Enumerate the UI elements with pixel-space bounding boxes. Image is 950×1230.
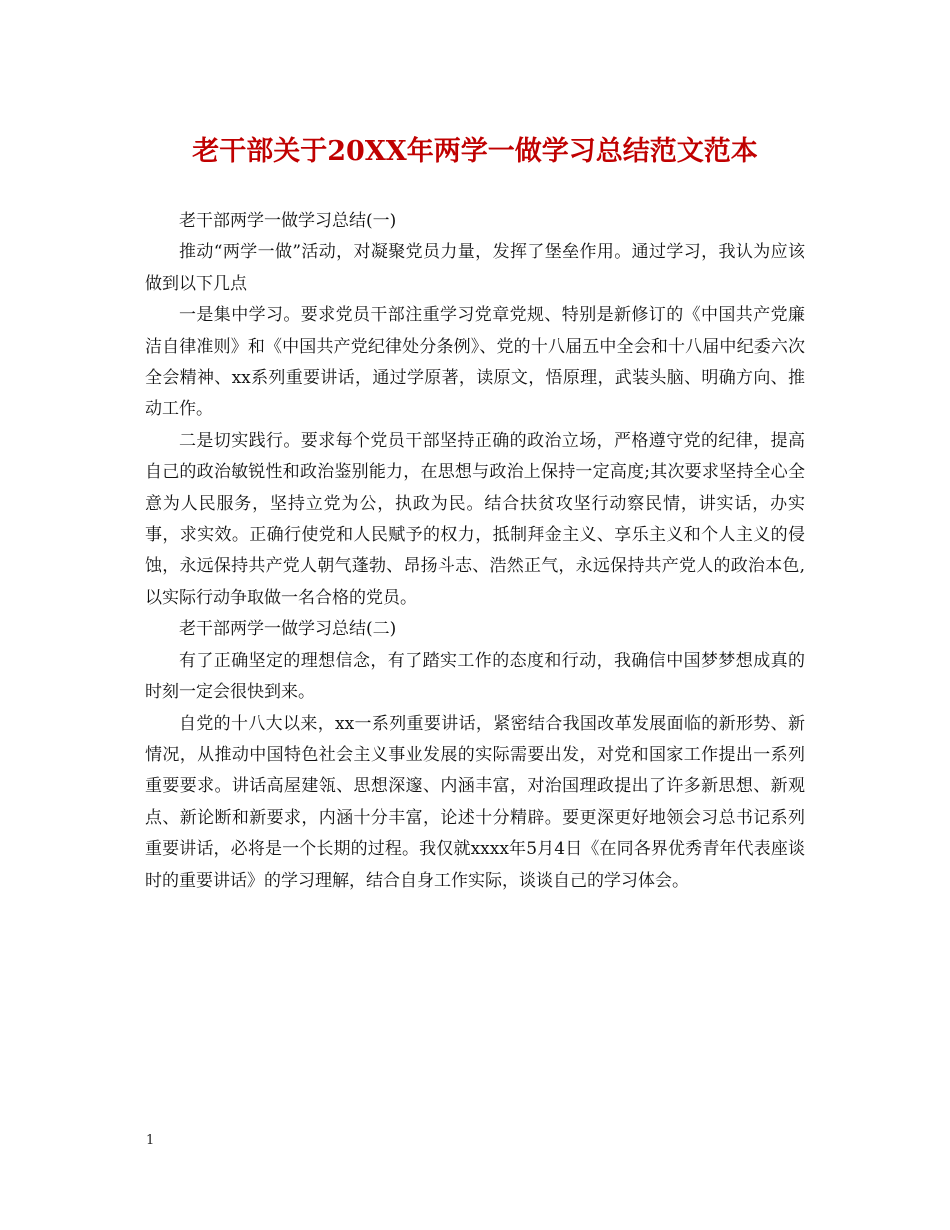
document-title: 老干部关于20XX年两学一做学习总结范文范本 bbox=[192, 136, 758, 167]
paragraph-speech: 自党的十八大以来，xx一系列重要讲话，紧密结合我国改革发展面临的新形势、新情况，从推动中国特色社会主义事业发展的实际需要出发，对党和国家工作提出一系列重要要求。讲话高屋建瓴、思想深邃、内涵丰富，对治国理政提出了许多新思想、新观点、新论断和新要求，内涵十分丰富，论述十分精辟。要更深更好地领会习总书记系列重要讲话，必将是一个长期的过程。我仅就xxxx年5月4日《在同各界优秀青年代表座谈时的重要讲话》的学习理解，结合自身工作实际，谈谈自己的学习体会。 bbox=[145, 713, 805, 891]
paragraph-point-two: 二是切实践行。要求每个党员干部坚持正确的政治立场，严格遵守党的纪律，提高自己的政治敏锐性和政治鉴别能力，在思想与政治上保持一定高度;其次要求坚持全心全意为人民服务，坚持立党为公，执政为民。结合扶贫攻坚行动察民情，讲实话，办实事，求实效。正确行使党和人民赋予的权力，抵制拜金主义、享乐主义和个人主义的侵蚀，永远保持共产党人朝气蓬勃、昂扬斗志、浩然正气，永远保持共产党人的政治本色,以实际行动争取做一名合格的党员。 bbox=[145, 430, 805, 608]
paragraph-point-one: 一是集中学习。要求党员干部注重学习党章党规、特别是新修订的《中国共产党廉洁自律准则》和《中国共产党纪律处分条例》、党的十八届五中全会和十八届中纪委六次全会精神、xx系列重要讲话，通过学原著，读原文，悟原理，武装头脑、明确方向、推动工作。 bbox=[145, 305, 805, 420]
section-heading-2: 老干部两学一做学习总结(二) bbox=[179, 619, 397, 640]
section-heading-1: 老干部两学一做学习总结(一) bbox=[179, 211, 397, 231]
paragraph-intro: 推动“两学一做”活动，对凝聚党员力量，发挥了堡垒作用。通过学习，我认为应该做到以下几点 bbox=[145, 242, 805, 294]
document-body bbox=[145, 206, 805, 897]
paragraph-belief: 有了正确坚定的理想信念，有了踏实工作的态度和行动，我确信中国梦梦想成真的时刻一定会很快到来。 bbox=[145, 650, 805, 703]
page-number: 1 bbox=[146, 1133, 155, 1148]
